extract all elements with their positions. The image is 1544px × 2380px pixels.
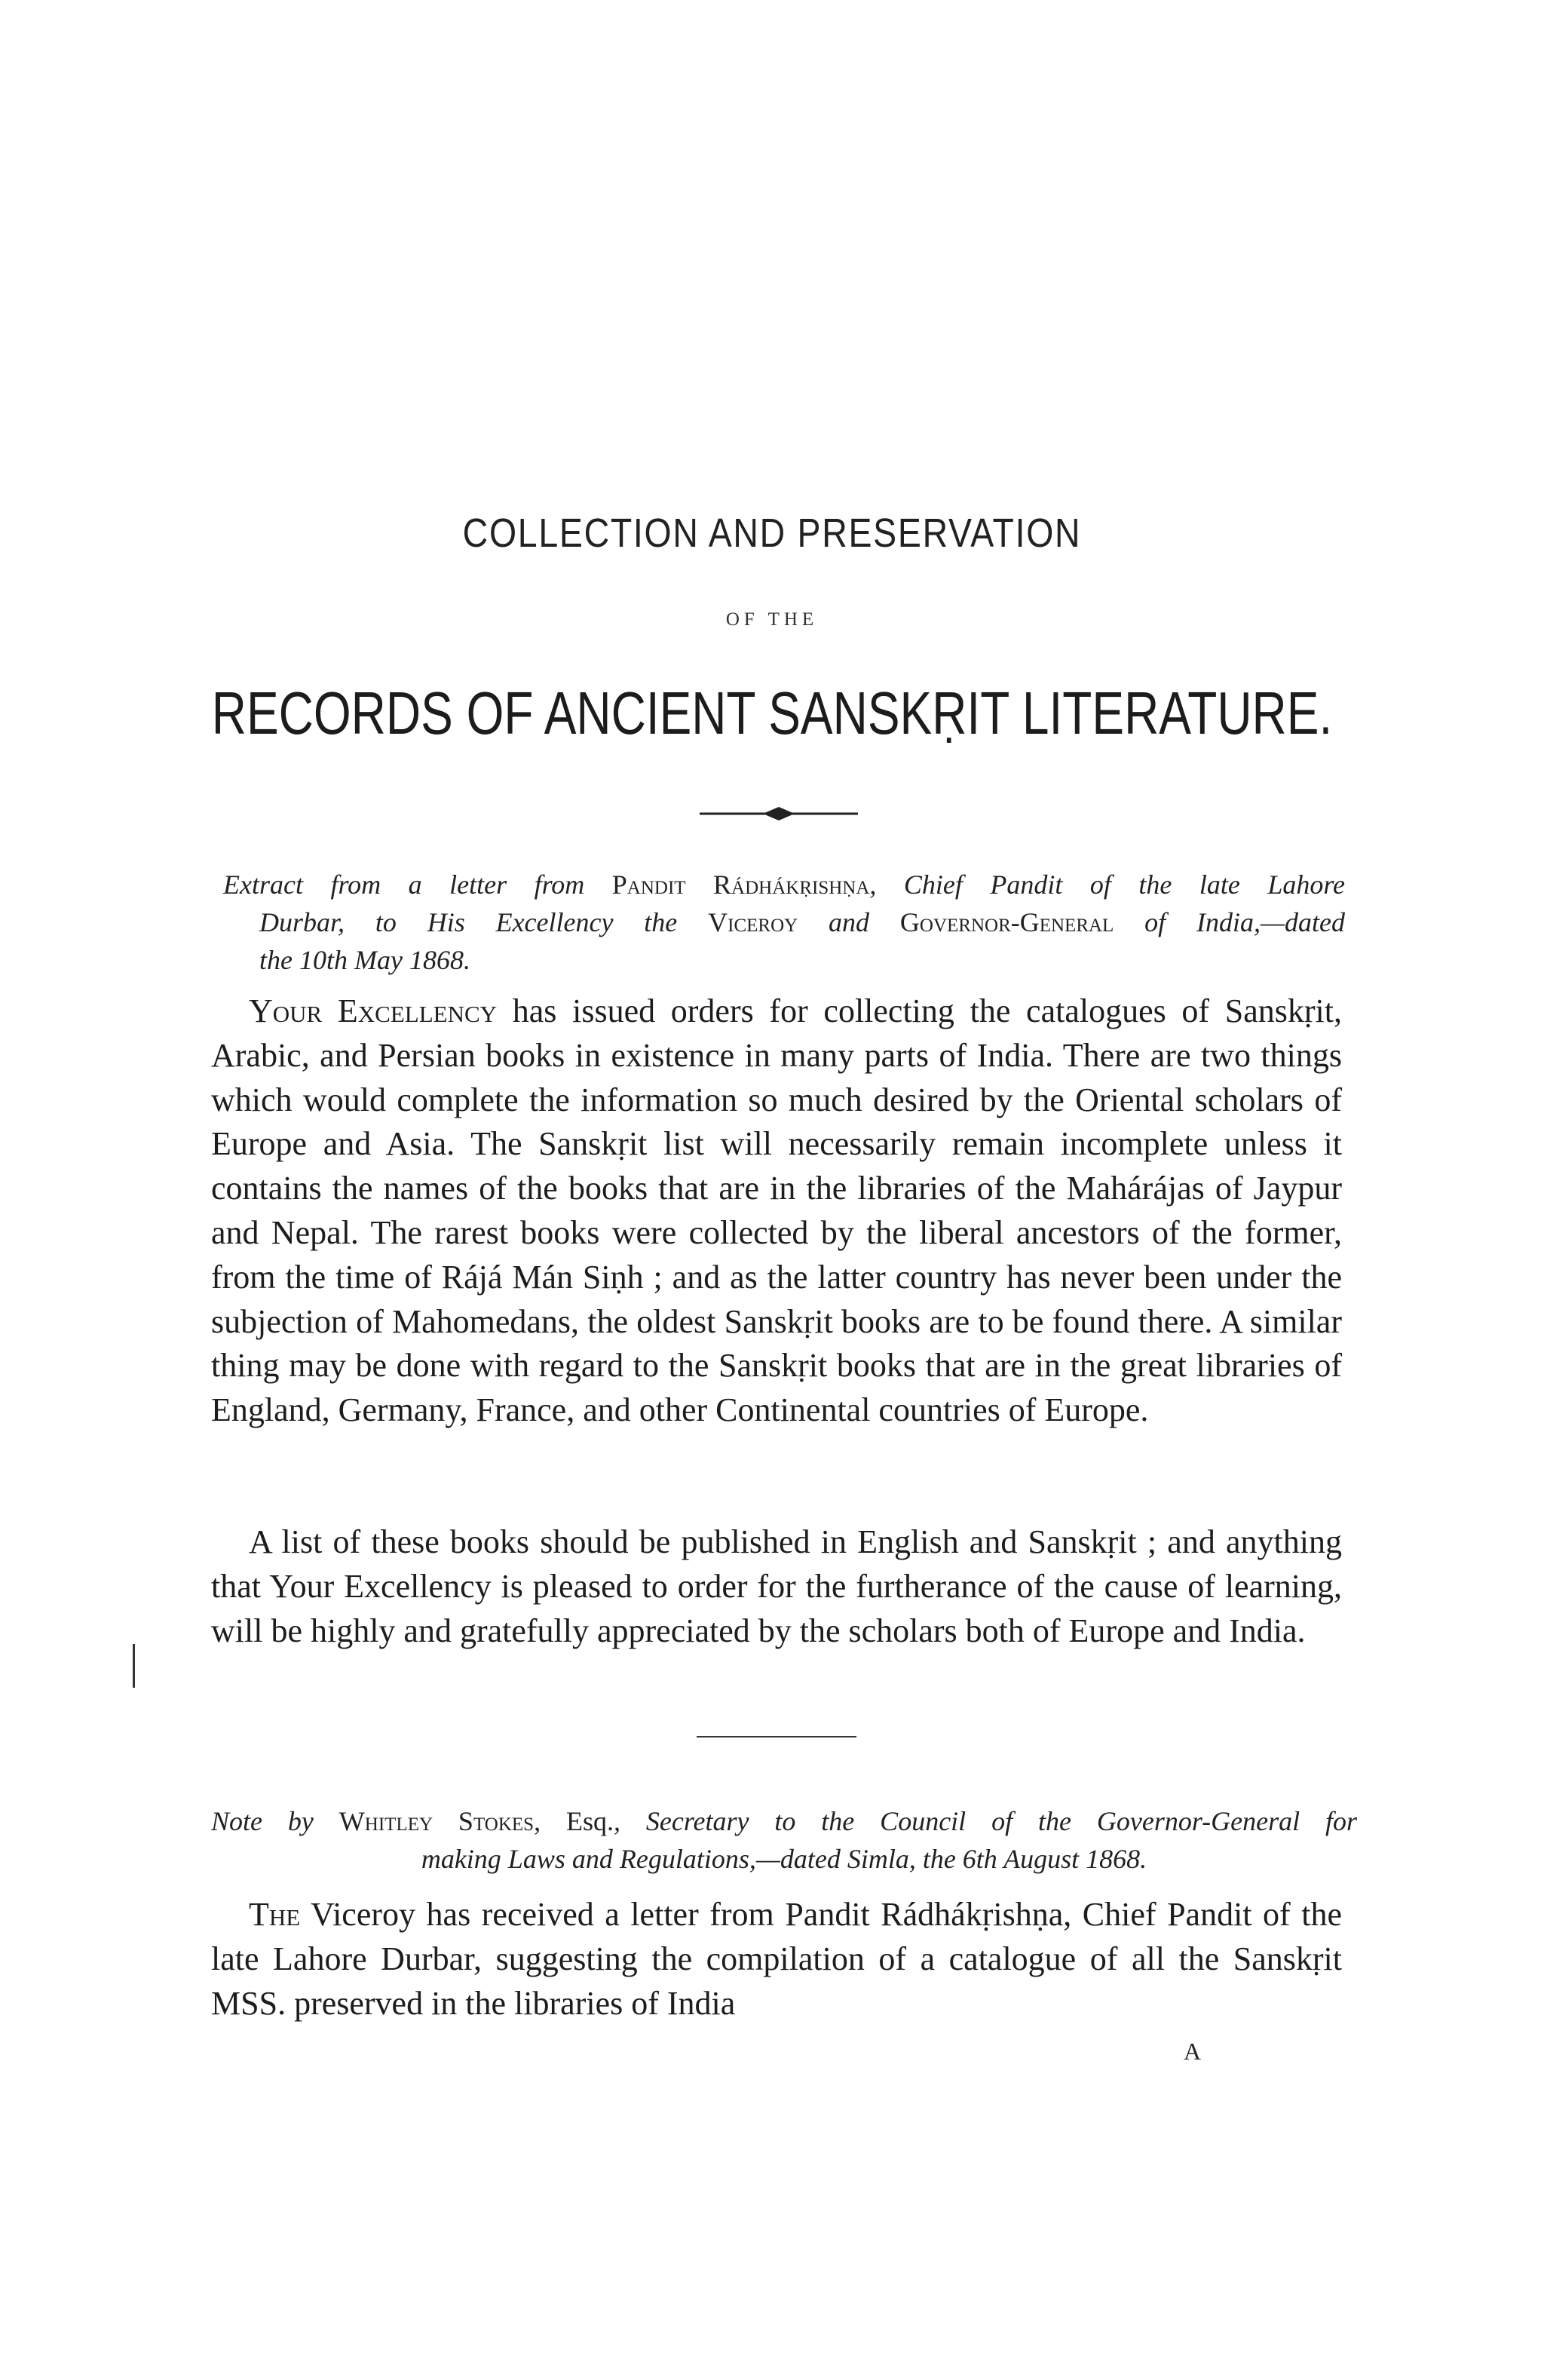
extract-caption-line-1 xyxy=(223,866,1345,903)
extract-caption xyxy=(223,866,1345,979)
note-author: Whitley Stokes xyxy=(339,1806,535,1836)
letter-paragraph-2-text: A list of these books should be published in English and Sanskṛit ; and anything that Your Excellency is pleased to order for the furtherance of the cause of learning, will be highly and gratefully appreciated by the scholars both of Europe and India. xyxy=(211,1523,1342,1649)
note-caption-line-2: making Laws and Regulations,—dated Simla, the 6th August 1868. xyxy=(421,1844,1147,1874)
extract-text: Durbar, to His Excellency the xyxy=(259,907,709,937)
signature-mark: A xyxy=(1184,2038,1202,2065)
note-paragraph-text: Viceroy has received a letter from Pandit Rádhákṛishṇa, Chief Pandit of the late Lahore Durbar, suggesting the compilation of a catalogue of all the Sanskṛit MSS. preserved in the libraries of India xyxy=(211,1896,1342,2022)
heading-line-1: COLLECTION AND PRESERVATION xyxy=(462,511,1082,556)
letter-paragraph-1 xyxy=(211,989,1342,1433)
note-caption xyxy=(211,1802,1357,1878)
note-paragraph xyxy=(211,1893,1342,2026)
extract-recipient-title: Governor-General xyxy=(899,907,1114,937)
note-text: , Secretary to the Council of the Governor-General for xyxy=(613,1806,1357,1836)
note-text: Note by xyxy=(211,1806,339,1836)
heading-of-the: OF THE xyxy=(725,609,819,630)
letter-paragraph-1-text: has issued orders for collecting the catalogues of Sanskṛit, Arabic, and Persian books in existence in many parts of India. There are two things which would complete the information so much desired by the Oriental scholars of Europe and Asia. The Sanskṛit list will necessarily remain incomplete unless it contains the names of the books that are in the libraries of the Mahárájas of Jaypur and Nepal. The rarest books were collected by the liberal ancestors of the former, from the time of Rájá Mán Siṇh ; and as the latter country has never been under the subjection of Mahomedans, the oldest Sanskṛit books are to be found there. A similar thing may be done with regard to the Sanskṛit books that are in the great libraries of England, Germany, France, and other Continental countries of Europe. xyxy=(211,992,1342,1429)
note-lead: The xyxy=(249,1896,301,1933)
extract-text: , Chief Pandit of the late Lahore xyxy=(869,869,1345,900)
extract-author: Pandit Rádhákṛishṇa xyxy=(611,869,870,900)
letter-paragraph-2 xyxy=(211,1520,1342,1653)
section-rule xyxy=(697,1736,856,1737)
extract-text: Extract from a letter from xyxy=(223,869,612,900)
extract-caption-line-3: the 10th May 1868. xyxy=(259,945,470,975)
extract-caption-line-2 xyxy=(223,903,1345,941)
extract-text: of India,—dated xyxy=(1114,907,1346,937)
extract-text: and xyxy=(798,907,900,937)
note-text: , Esq. xyxy=(534,1806,614,1836)
ornament-divider-icon xyxy=(700,802,858,825)
note-caption-line-1 xyxy=(211,1802,1357,1840)
margin-mark xyxy=(133,1644,135,1688)
heading-line-2: RECORDS OF ANCIENT SANSKṚIT LITERATURE. xyxy=(211,679,1333,747)
extract-recipient: Viceroy xyxy=(708,907,798,937)
letter-lead: Your Excellency xyxy=(249,992,498,1029)
